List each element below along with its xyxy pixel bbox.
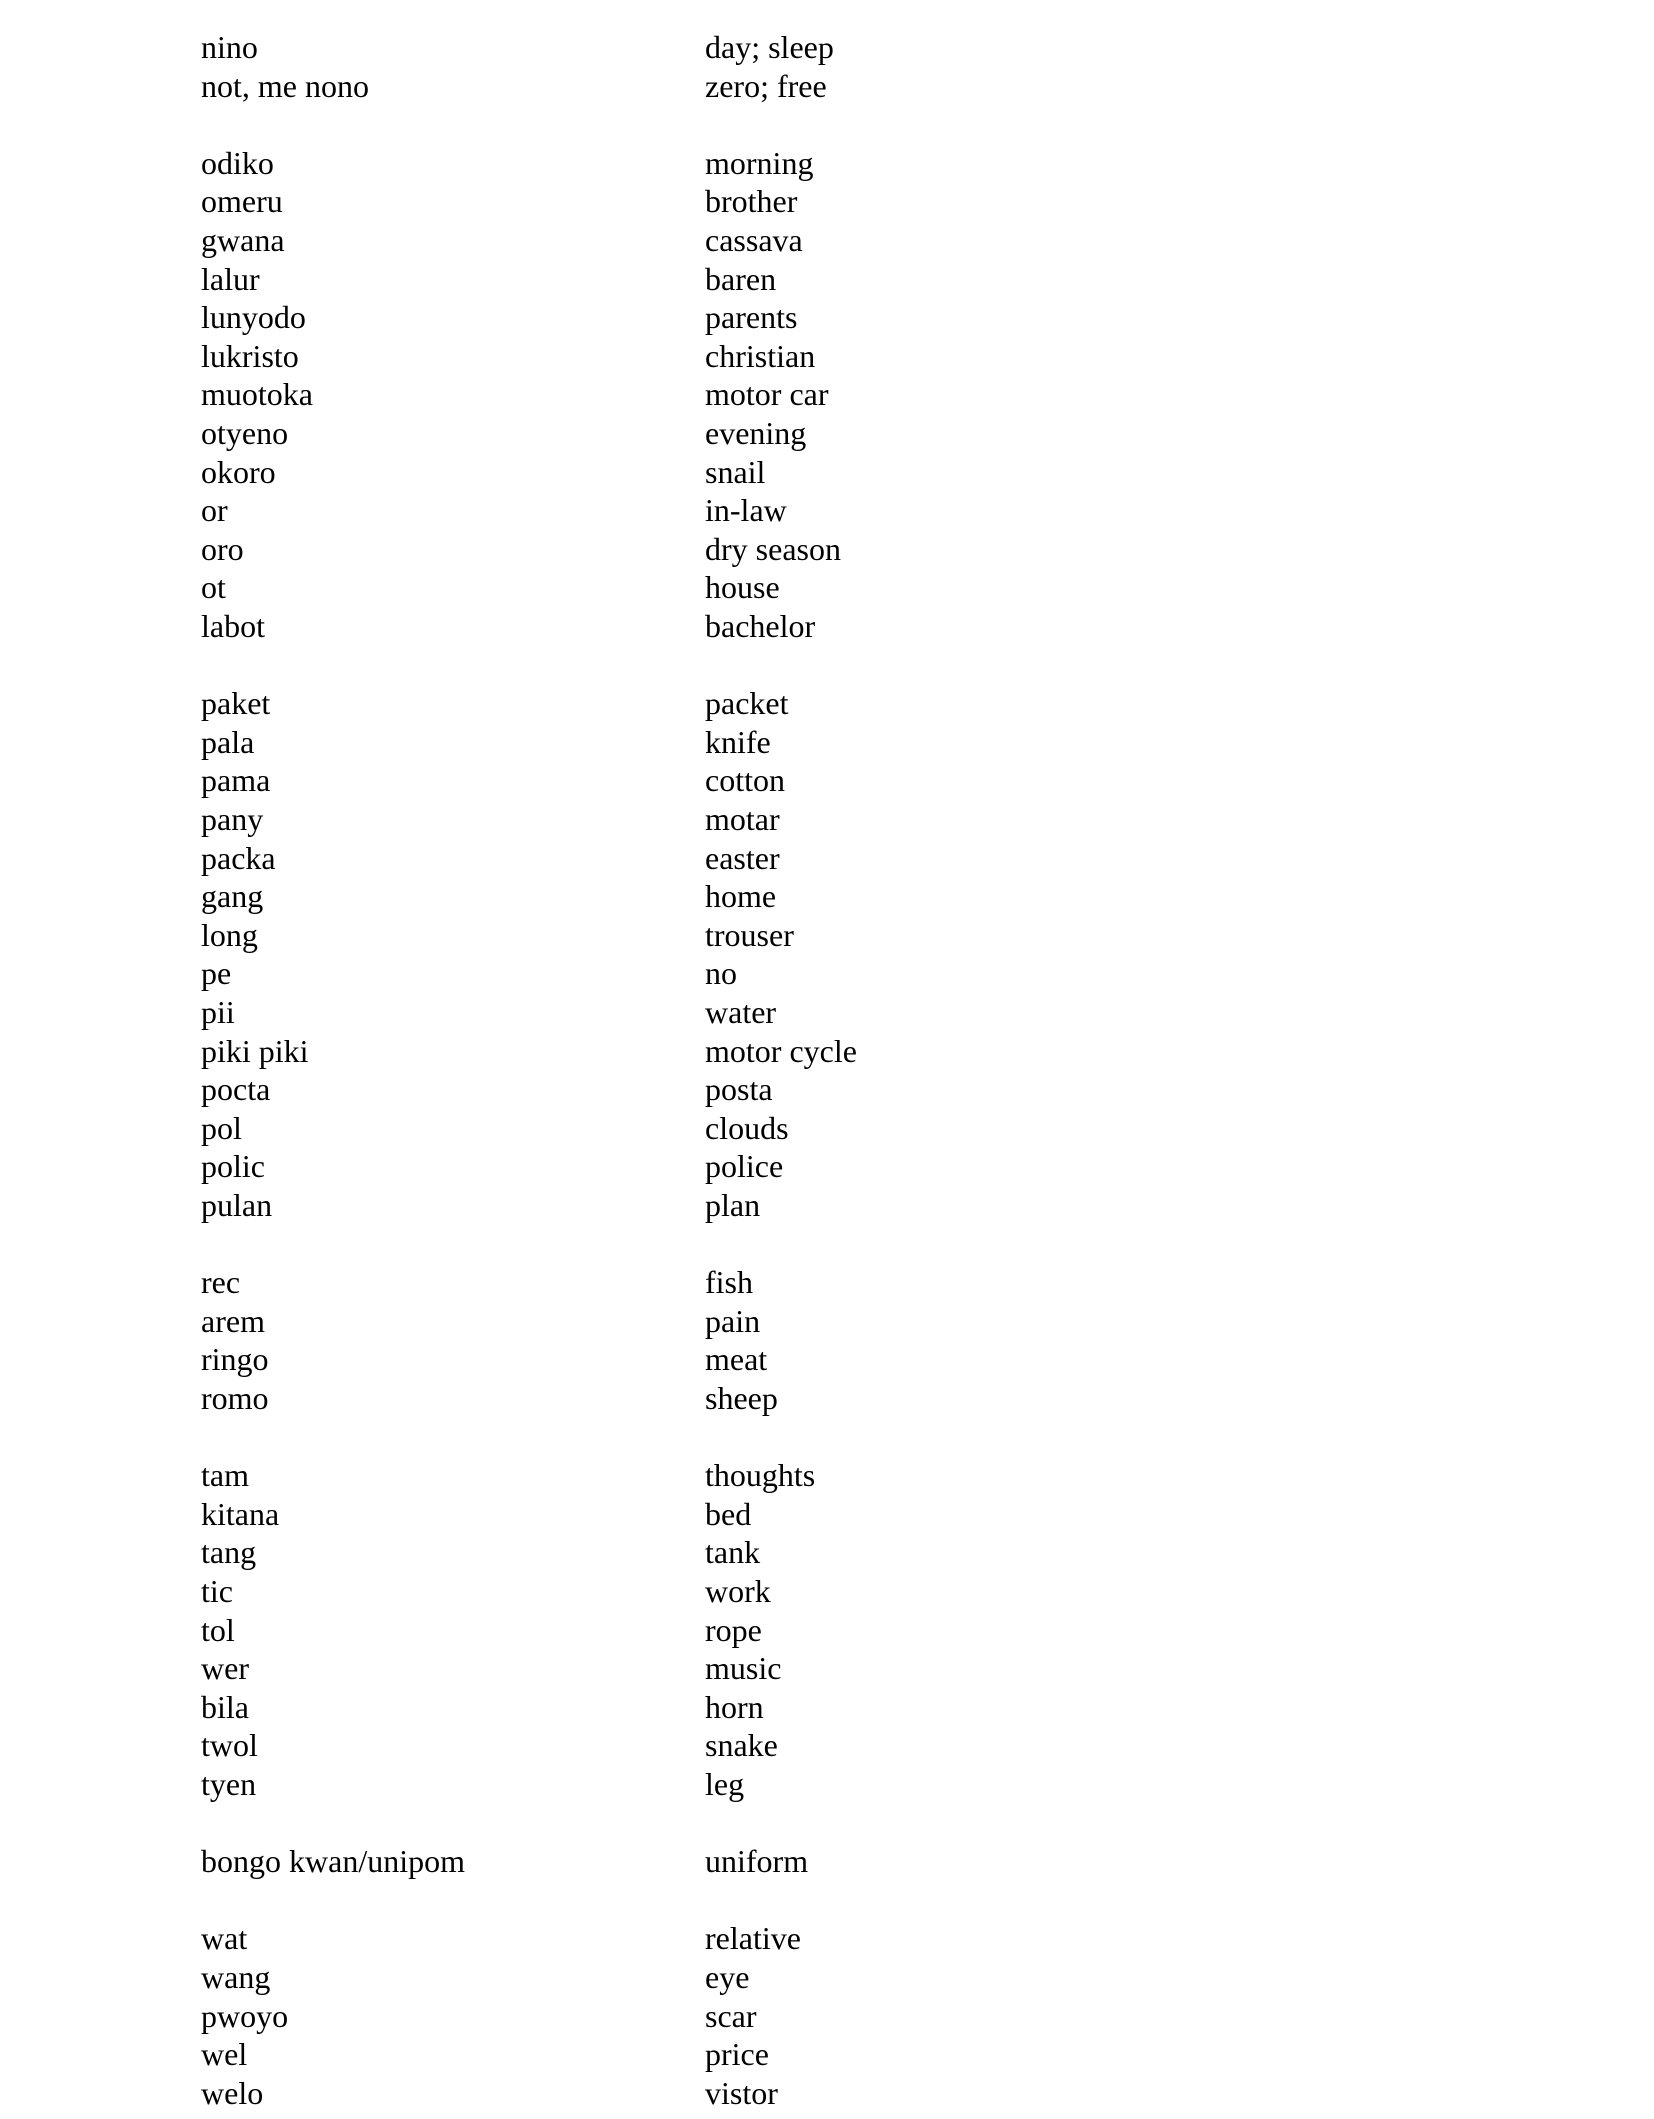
entry-term: pwoyo bbox=[201, 1997, 289, 2034]
entry-meaning: christian bbox=[705, 337, 816, 374]
entry-term: polic bbox=[201, 1148, 265, 1185]
glossary-entry bbox=[0, 1147, 1654, 1186]
glossary-entry bbox=[0, 1611, 1654, 1650]
entry-term: piki piki bbox=[201, 1032, 309, 1069]
entry-meaning: rope bbox=[705, 1611, 762, 1648]
entry-meaning: parents bbox=[705, 299, 798, 336]
entry-term: tam bbox=[201, 1457, 249, 1494]
entry-meaning: cassava bbox=[705, 222, 803, 258]
glossary-entry bbox=[0, 1649, 1654, 1688]
entry-term: twol bbox=[201, 1727, 258, 1764]
entry-meaning: trouser bbox=[705, 916, 794, 953]
entry-meaning: easter bbox=[705, 839, 780, 876]
entry-meaning: price bbox=[705, 2036, 769, 2073]
glossary-entry bbox=[0, 337, 1654, 376]
entry-meaning: house bbox=[705, 569, 780, 606]
entry-term: otyeno bbox=[201, 415, 289, 451]
entry-term: arem bbox=[201, 1302, 265, 1339]
entry-term: gang bbox=[201, 878, 264, 915]
glossary-entry bbox=[0, 1456, 1654, 1495]
entry-term: pala bbox=[201, 723, 255, 760]
entry-term: tyen bbox=[201, 1766, 257, 1802]
entry-term: pe bbox=[201, 955, 232, 992]
glossary-entry bbox=[0, 607, 1654, 646]
entry-term: okoro bbox=[201, 453, 276, 490]
glossary-entry bbox=[0, 144, 1654, 183]
entry-meaning: snake bbox=[705, 1727, 778, 1764]
entry-term: long bbox=[201, 916, 258, 953]
entry-term: rec bbox=[201, 1264, 241, 1301]
entry-term: welo bbox=[201, 2074, 264, 2111]
entry-term: romo bbox=[201, 1380, 269, 1416]
entry-term: ot bbox=[201, 569, 226, 606]
entry-meaning: posta bbox=[705, 1071, 773, 1108]
glossary-entry bbox=[0, 414, 1654, 453]
entry-meaning: leg bbox=[705, 1766, 745, 1802]
entry-meaning: home bbox=[705, 878, 777, 915]
entry-meaning: scar bbox=[705, 1997, 757, 2034]
glossary-entry bbox=[0, 67, 1654, 106]
entry-term: bila bbox=[201, 1688, 249, 1725]
entry-term: not, me nono bbox=[201, 67, 369, 104]
entry-term: wer bbox=[201, 1650, 249, 1687]
entry-term: tic bbox=[201, 1573, 233, 1609]
entry-meaning: work bbox=[705, 1573, 771, 1609]
glossary-entry bbox=[0, 839, 1654, 878]
entry-meaning: no bbox=[705, 955, 737, 992]
entry-meaning: snail bbox=[705, 453, 766, 490]
entry-term: pol bbox=[201, 1109, 242, 1146]
entry-meaning: uniform bbox=[705, 1843, 809, 1880]
glossary-entry bbox=[0, 723, 1654, 762]
entry-meaning: day; sleep bbox=[705, 29, 834, 65]
entry-meaning: brother bbox=[705, 183, 798, 220]
entry-term: nino bbox=[201, 29, 258, 65]
entry-term: pocta bbox=[201, 1071, 271, 1108]
glossary-entry bbox=[0, 221, 1654, 260]
glossary-entry bbox=[0, 1340, 1654, 1379]
entry-meaning: meat bbox=[705, 1341, 768, 1378]
entry-meaning: motor cycle bbox=[705, 1032, 857, 1069]
entry-term: odiko bbox=[201, 144, 274, 181]
glossary-entry bbox=[0, 761, 1654, 800]
entry-term: lukristo bbox=[201, 337, 299, 374]
glossary-entry bbox=[0, 28, 1654, 67]
glossary-entry bbox=[0, 800, 1654, 839]
glossary-entry bbox=[0, 1997, 1654, 2036]
entry-meaning: music bbox=[705, 1650, 782, 1687]
glossary-entry bbox=[0, 1958, 1654, 1997]
entry-term: tol bbox=[201, 1611, 235, 1648]
glossary-entry bbox=[0, 375, 1654, 414]
entry-meaning: plan bbox=[705, 1187, 761, 1223]
entry-term: gwana bbox=[201, 222, 285, 258]
entry-meaning: packet bbox=[705, 685, 789, 722]
entry-term: bongo kwan/unipom bbox=[201, 1843, 465, 1880]
entry-meaning: evening bbox=[705, 415, 807, 451]
glossary-entry bbox=[0, 1379, 1654, 1418]
entry-term: lalur bbox=[201, 260, 260, 297]
entry-meaning: horn bbox=[705, 1688, 764, 1725]
entry-term: kitana bbox=[201, 1495, 280, 1532]
entry-meaning: dry season bbox=[705, 530, 841, 567]
entry-meaning: vistor bbox=[705, 2074, 778, 2111]
entry-term: ringo bbox=[201, 1341, 269, 1378]
glossary-entry bbox=[0, 1263, 1654, 1302]
glossary-entry bbox=[0, 1495, 1654, 1534]
glossary-entry bbox=[0, 1032, 1654, 1071]
glossary-entry bbox=[0, 1842, 1654, 1881]
glossary-entry bbox=[0, 1688, 1654, 1727]
entry-term: pama bbox=[201, 762, 271, 799]
entry-meaning: police bbox=[705, 1148, 784, 1185]
glossary-entry bbox=[0, 182, 1654, 221]
entry-term: wang bbox=[201, 1959, 271, 1995]
glossary-entry bbox=[0, 298, 1654, 337]
glossary-entry bbox=[0, 2074, 1654, 2113]
entry-meaning: thoughts bbox=[705, 1457, 816, 1494]
entry-meaning: fish bbox=[705, 1264, 753, 1301]
glossary-entry bbox=[0, 993, 1654, 1032]
glossary-entry bbox=[0, 1572, 1654, 1611]
glossary-entry bbox=[0, 453, 1654, 492]
entry-term: pulan bbox=[201, 1187, 273, 1223]
entry-meaning: water bbox=[705, 994, 777, 1030]
entry-meaning: clouds bbox=[705, 1109, 789, 1146]
entry-meaning: motar bbox=[705, 801, 780, 837]
entry-meaning: baren bbox=[705, 260, 777, 297]
entry-term: wel bbox=[201, 2036, 248, 2073]
glossary-entry bbox=[0, 2035, 1654, 2074]
entry-term: tang bbox=[201, 1534, 257, 1571]
entry-meaning: bachelor bbox=[705, 608, 816, 644]
entry-term: lunyodo bbox=[201, 299, 306, 336]
entry-meaning: eye bbox=[705, 1959, 750, 1995]
glossary-entry bbox=[0, 1765, 1654, 1804]
glossary-entry bbox=[0, 1186, 1654, 1225]
entry-term: oro bbox=[201, 530, 244, 567]
glossary-entry bbox=[0, 877, 1654, 916]
glossary-entry bbox=[0, 916, 1654, 955]
entry-meaning: cotton bbox=[705, 762, 785, 799]
entry-meaning: bed bbox=[705, 1495, 752, 1532]
glossary-entry bbox=[0, 568, 1654, 607]
glossary-entry bbox=[0, 260, 1654, 299]
glossary-entry bbox=[0, 1109, 1654, 1148]
entry-meaning: knife bbox=[705, 723, 771, 760]
glossary-entry bbox=[0, 954, 1654, 993]
glossary-entry bbox=[0, 1919, 1654, 1958]
entry-term: muotoka bbox=[201, 376, 313, 413]
glossary-entry bbox=[0, 491, 1654, 530]
glossary-entry bbox=[0, 530, 1654, 569]
entry-term: pii bbox=[201, 994, 235, 1030]
glossary-entry bbox=[0, 1533, 1654, 1572]
entry-term: labot bbox=[201, 608, 265, 644]
entry-term: or bbox=[201, 492, 228, 529]
entry-term: omeru bbox=[201, 183, 283, 220]
entry-term: wat bbox=[201, 1920, 248, 1957]
glossary-entry bbox=[0, 1070, 1654, 1109]
entry-term: pany bbox=[201, 801, 264, 837]
entry-meaning: zero; free bbox=[705, 67, 827, 104]
entry-term: packa bbox=[201, 839, 276, 876]
entry-meaning: relative bbox=[705, 1920, 801, 1957]
glossary-entry bbox=[0, 1302, 1654, 1341]
glossary-entry bbox=[0, 1726, 1654, 1765]
entry-term: paket bbox=[201, 685, 271, 722]
entry-meaning: motor car bbox=[705, 376, 829, 413]
entry-meaning: sheep bbox=[705, 1380, 778, 1416]
glossary-entry bbox=[0, 684, 1654, 723]
entry-meaning: pain bbox=[705, 1302, 761, 1339]
entry-meaning: morning bbox=[705, 144, 814, 181]
entry-meaning: tank bbox=[705, 1534, 761, 1571]
entry-meaning: in-law bbox=[705, 492, 787, 529]
